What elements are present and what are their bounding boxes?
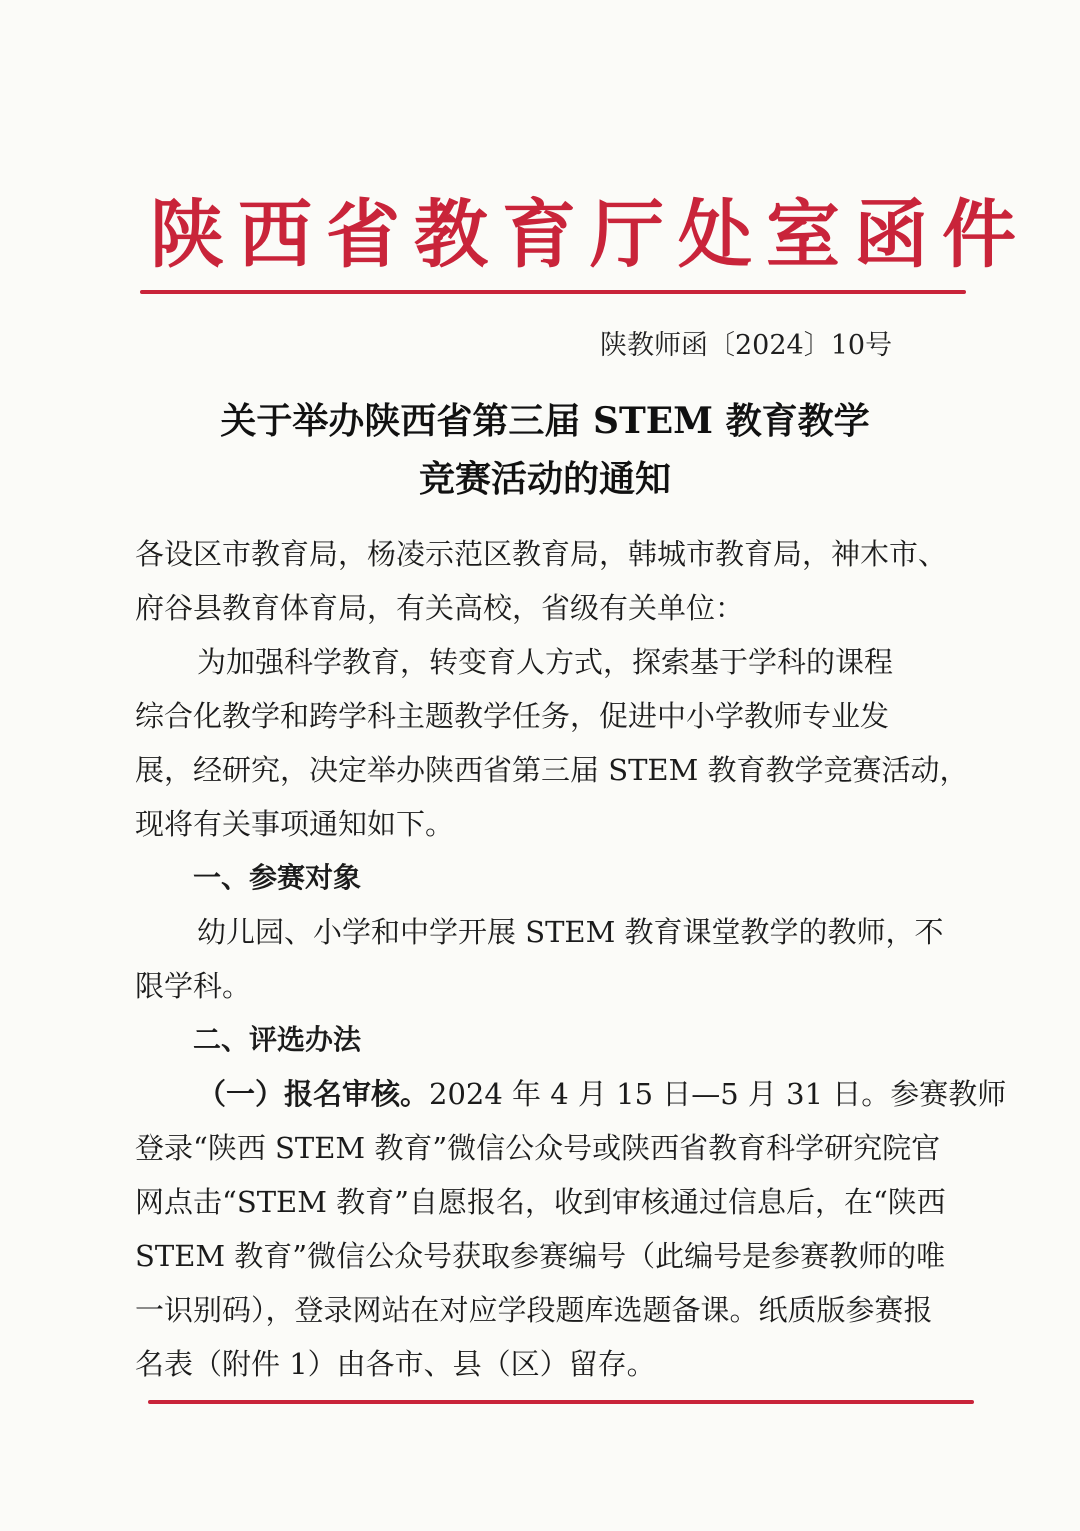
intro-line-3: 展，经研究，决定举办陕西省第三届 STEM 教育教学竞赛活动， xyxy=(135,753,969,787)
intro-line-4: 现将有关事项通知如下。 xyxy=(135,807,455,841)
recipients-line-2: 府谷县教育体育局，有关高校，省级有关单位： xyxy=(135,591,745,625)
recipients-line-1: 各设区市教育局，杨凌示范区教育局，韩城市教育局，神木市、 xyxy=(135,537,948,571)
masthead-divider xyxy=(140,290,966,294)
notice-title xyxy=(125,392,965,508)
section-2-sub1-line-5: 一识别码），登录网站在对应学段题库选题备课。纸质版参赛报 xyxy=(135,1293,933,1327)
footer-divider xyxy=(148,1400,974,1404)
section-2-sub1-line-3: 网点击“STEM 教育”自愿报名，收到审核通过信息后，在“陕西 xyxy=(135,1185,946,1219)
intro-line-1: 为加强科学教育，转变育人方式，探索基于学科的课程 xyxy=(197,645,894,679)
section-2-sub1-label: （一）报名审核。 xyxy=(197,1077,430,1111)
notice-body xyxy=(135,527,1007,1391)
section-1-heading: 一、参赛对象 xyxy=(193,861,362,894)
notice-title-line-2: 竞赛活动的通知 xyxy=(418,458,671,500)
section-1-line-1: 幼儿园、小学和中学开展 STEM 教育课堂教学的教师，不 xyxy=(197,915,944,949)
document-number: 陕教师函〔2024〕10号 xyxy=(600,330,893,361)
section-1-line-2: 限学科。 xyxy=(135,969,252,1003)
section-2-sub1-line-1 xyxy=(135,1067,1007,1121)
section-2-sub1-first-text: 2024 年 4 月 15 日—5 月 31 日。参赛教师 xyxy=(429,1077,1007,1111)
section-2-sub1-line-2: 登录“陕西 STEM 教育”微信公众号或陕西省教育科学研究院官 xyxy=(135,1131,941,1165)
section-2-heading: 二、评选办法 xyxy=(193,1023,362,1056)
section-2-sub1-line-6: 名表（附件 1）由各市、县（区）留存。 xyxy=(135,1347,656,1381)
intro-line-2: 综合化教学和跨学科主题教学任务，促进中小学教师专业发 xyxy=(135,699,890,733)
masthead-title: 陕西省教育厅处室函件 xyxy=(150,192,1030,278)
section-2-sub1-line-4: STEM 教育”微信公众号获取参赛编号（此编号是参赛教师的唯 xyxy=(135,1239,946,1273)
notice-title-line-1: 关于举办陕西省第三届 STEM 教育教学 xyxy=(220,400,870,442)
